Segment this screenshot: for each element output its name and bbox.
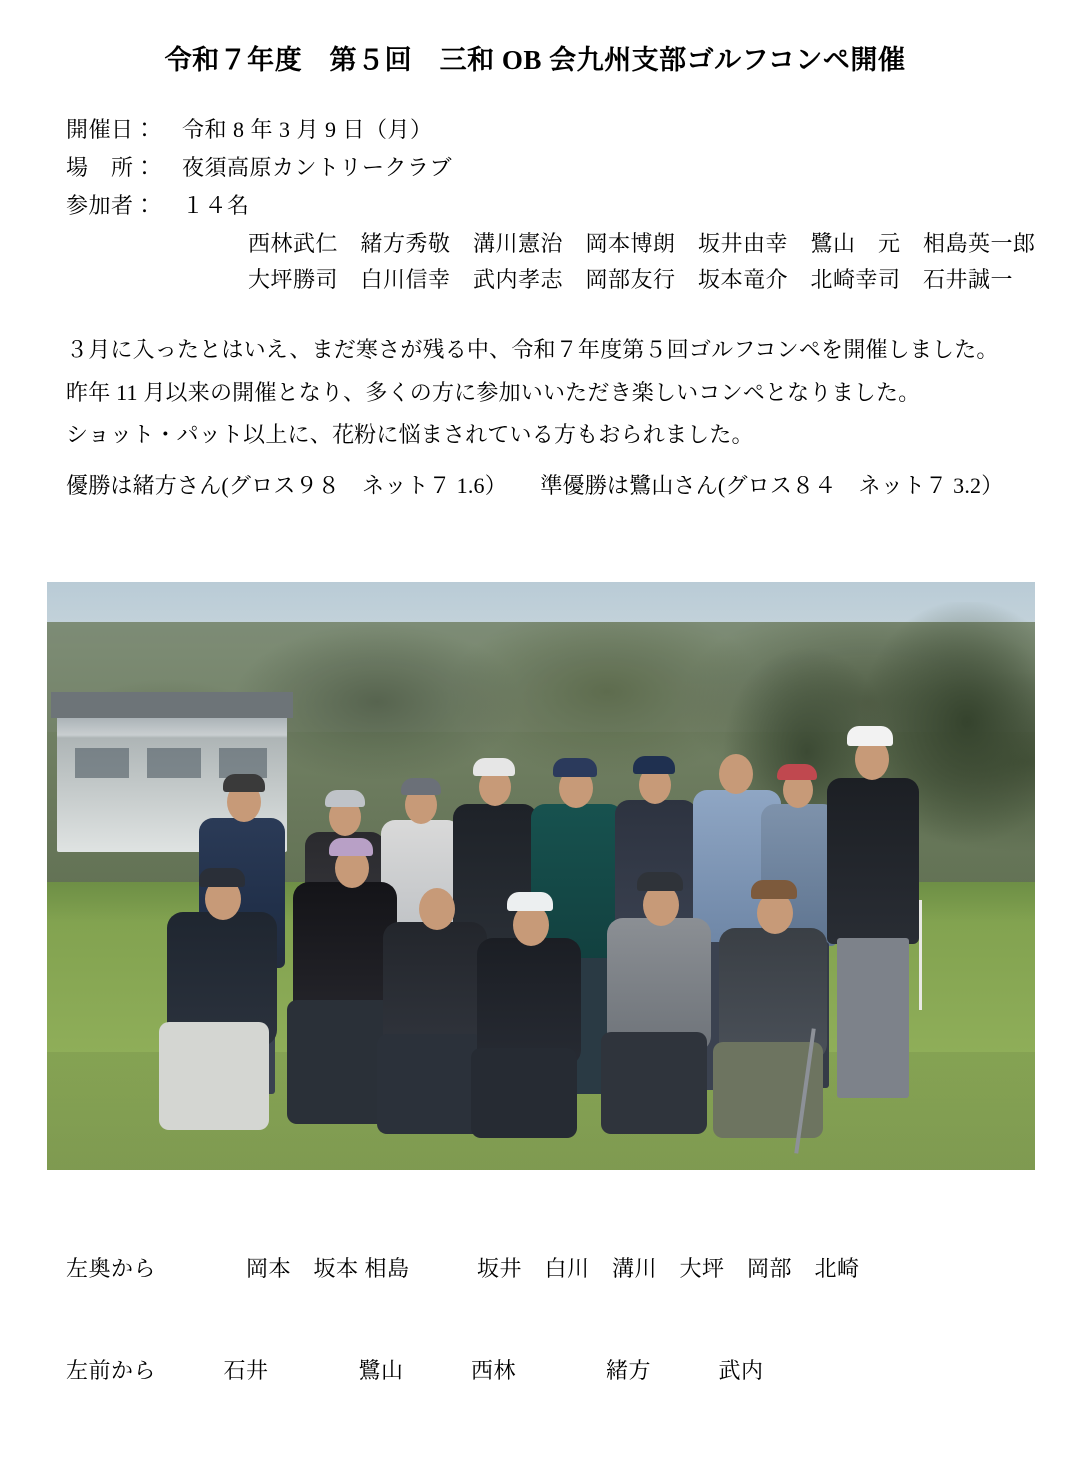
photo-person-legs <box>471 1048 577 1138</box>
photo-person-cap <box>553 758 597 777</box>
photo-caption-line-1: 左奥から 岡本 坂本 相島 坂井 白川 溝川 大坪 岡部 北崎 <box>66 1256 860 1282</box>
event-info-block <box>0 119 1070 291</box>
photo-clubhouse-roof <box>51 692 293 718</box>
photo-person-cap <box>637 872 683 891</box>
photo-person-cap <box>847 726 893 746</box>
participant-names-line-2: 大坪勝司 白川信幸 武内孝志 岡部友行 坂本竜介 北崎幸司 石井誠一 <box>248 267 1014 292</box>
photo-person-cap <box>507 892 553 911</box>
photo-person-legs <box>377 1034 483 1134</box>
photo-person-legs <box>837 938 909 1098</box>
info-row-date <box>66 119 1070 141</box>
info-label-participants: 参加者： <box>66 193 157 218</box>
result-line: 優勝は緒方さん(グロス９８ ネット７ 1.6） 準優勝は鷺山さん(グロス８４ ネット７ 3.2） <box>66 472 1004 498</box>
info-row-participants <box>66 195 1070 217</box>
photo-flagpole <box>919 900 922 1010</box>
photo-person-cap <box>223 774 265 792</box>
info-label-date: 開催日： <box>66 117 157 142</box>
photo-clubhouse-window <box>147 748 201 778</box>
photo-person-cap <box>633 756 675 774</box>
page-title: 令和７年度 第５回 三和 OB 会九州支部ゴルフコンペ開催 <box>164 45 906 75</box>
photo-person-front-4 <box>477 938 581 1066</box>
info-label-venue: 場 所： <box>66 155 157 180</box>
photo-person-front-3 <box>383 922 487 1052</box>
photo-clubhouse-window <box>75 748 129 778</box>
photo-person-cap <box>751 880 797 899</box>
participant-names-line-1: 西林武仁 緒方秀敬 溝川憲治 岡本博朗 坂井由幸 鷺山 元 相島英一郎 <box>248 231 1036 256</box>
photo-person-cap <box>199 868 245 887</box>
photo-person-legs <box>159 1022 269 1130</box>
body-paragraph-2: 昨年 11 月以来の開催となり、多くの方に参加いいただき楽しいコンペとなりました。 <box>66 379 921 405</box>
photo-person-cap <box>473 758 515 776</box>
photo-person-cap <box>401 778 441 795</box>
body-paragraph-1: ３月に入ったとはいえ、まだ寒さが残る中、令和７年度第５回ゴルフコンペを開催しました。 <box>66 337 999 362</box>
body-paragraph-3: ショット・パット以上に、花粉に悩まされている方もおられました。 <box>66 422 754 447</box>
info-value-venue: 夜須高原カントリークラブ <box>182 155 453 180</box>
info-value-participants: １４名 <box>182 193 250 218</box>
photo-person-cap <box>329 838 373 856</box>
photo-person-cap <box>777 764 817 780</box>
body-text-block <box>0 331 1070 505</box>
photo-person-cap <box>325 790 365 807</box>
photo-caption-line-2: 左前から 石井 鷺山 西林 緒方 武内 <box>66 1358 764 1384</box>
photo-caption <box>66 1184 860 1457</box>
photo-person-back-9 <box>827 778 919 944</box>
group-photo-content <box>47 582 1035 1170</box>
photo-person-legs <box>601 1032 707 1134</box>
document-page <box>0 38 1070 1384</box>
group-photo <box>47 582 1035 1170</box>
photo-person-head <box>719 754 753 794</box>
info-value-date: 令和 8 年 3 月 9 日（月） <box>182 117 433 142</box>
info-row-venue <box>66 157 1070 179</box>
photo-person-head <box>419 888 455 930</box>
